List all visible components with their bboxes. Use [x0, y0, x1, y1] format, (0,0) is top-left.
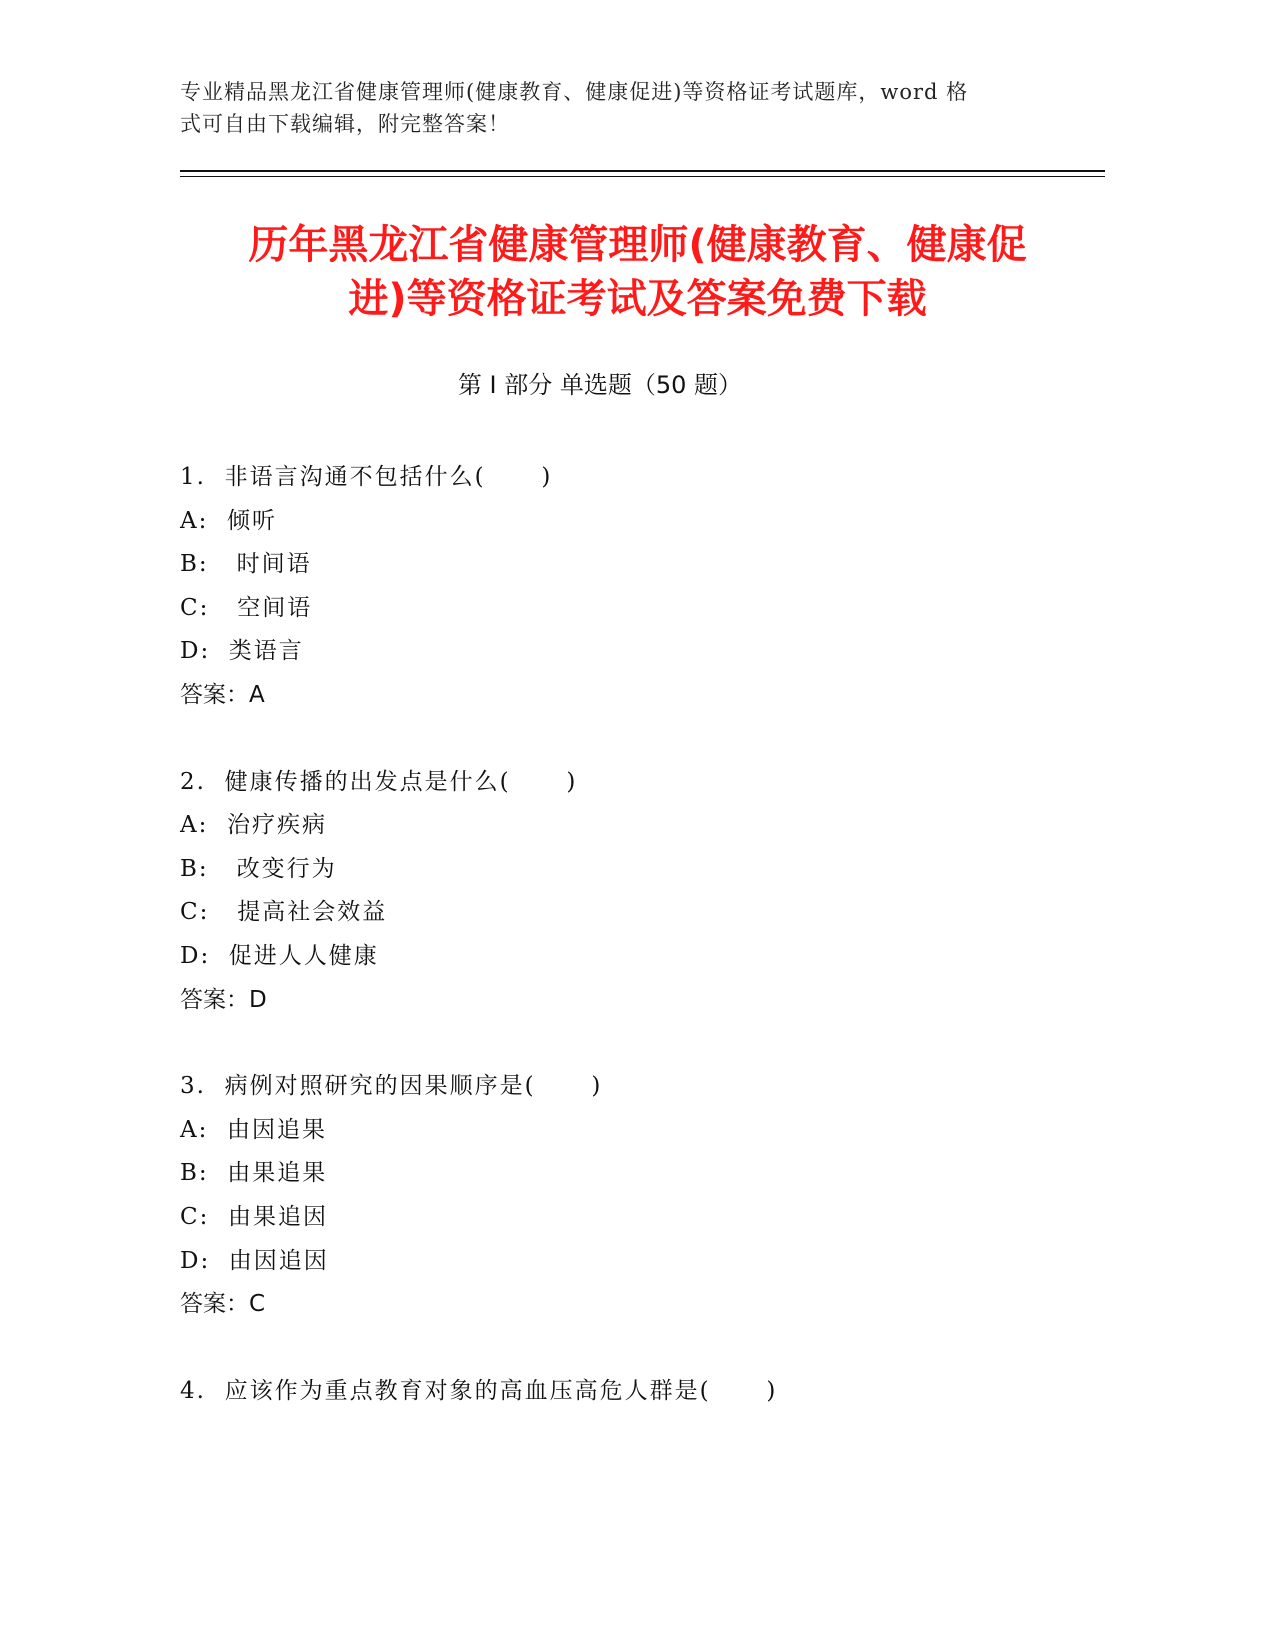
- question-stem: 4. 应该作为重点教育对象的高血压高危人群是( ): [180, 1377, 778, 1404]
- option-b: B: 时间语: [180, 551, 312, 578]
- question-list: [180, 456, 1080, 1456]
- answer: 答案：C: [180, 1291, 266, 1318]
- question-4: [180, 1370, 1080, 1414]
- option-a: A: 治疗疾病: [180, 812, 327, 839]
- option-a: A: 由因追果: [180, 1116, 327, 1143]
- question-stem: 1. 非语言沟通不包括什么( ): [180, 464, 553, 490]
- header-note: [180, 76, 1030, 140]
- header-rule-thick: [180, 170, 1105, 172]
- answer: 答案：D: [180, 986, 267, 1013]
- section-title: 第 I 部分 单选题（50 题）: [457, 371, 743, 399]
- option-b: B: 改变行为: [180, 855, 337, 882]
- document-title-line-1: 历年黑龙江省健康管理师(健康教育、健康促: [248, 222, 1027, 268]
- header-rule-thin: [180, 176, 1105, 177]
- answer: 答案：A: [180, 681, 265, 708]
- document-title: [175, 218, 1100, 326]
- option-d: D: 类语言: [180, 638, 304, 665]
- option-a: A: 倾听: [180, 507, 277, 534]
- question-stem: 3. 病例对照研究的因果顺序是( ): [180, 1073, 603, 1100]
- option-d: D: 由因追因: [180, 1247, 329, 1274]
- option-c: C: 提高社会效益: [180, 899, 388, 926]
- header-note-line-1: 专业精品黑龙江省健康管理师(健康教育、健康促进)等资格证考试题库，word 格: [180, 80, 969, 104]
- option-c: C: 由果追因: [180, 1203, 328, 1230]
- document-title-line-2: 进)等资格证考试及答案免费下载: [348, 276, 927, 322]
- question-stem: 2. 健康传播的出发点是什么( ): [180, 768, 578, 795]
- question-2: [180, 761, 1080, 1023]
- option-d: D: 促进人人健康: [180, 942, 379, 969]
- question-1: [180, 456, 1080, 718]
- option-b: B: 由果追果: [180, 1160, 328, 1187]
- header-note-line-2: 式可自由下载编辑，附完整答案！: [180, 112, 510, 136]
- question-3: [180, 1065, 1080, 1327]
- option-c: C: 空间语: [180, 594, 313, 621]
